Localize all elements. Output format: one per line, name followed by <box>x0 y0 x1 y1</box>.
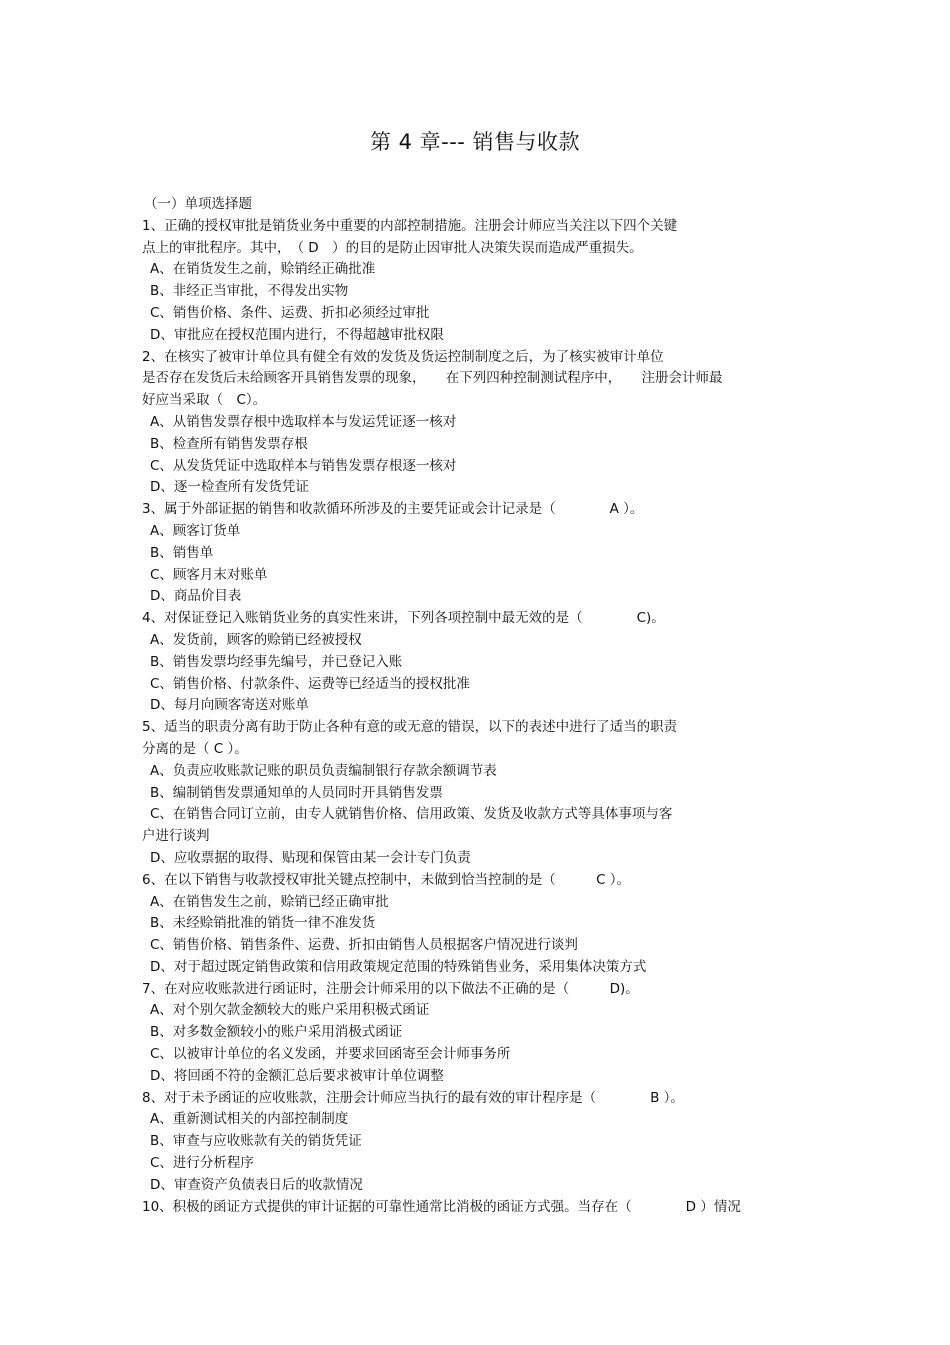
answer-option: C、在销售合同订立前，由专人就销售价格、信用政策、发货及收款方式等具体事项与客 <box>150 806 673 823</box>
question-list <box>142 194 812 1218</box>
answer-option: C、销售价格、条件、运费、折扣必须经过审批 <box>150 304 430 321</box>
answer-option: C、从发货凭证中选取样本与销售发票存根逐一核对 <box>150 457 457 474</box>
answer-option: B、未经赊销批准的销货一律不准发货 <box>150 915 376 932</box>
question-text: 10、积极的函证方式提供的审计证据的可靠性通常比消极的函证方式强。当存在（ D ）情况 <box>142 1198 741 1215</box>
answer-option: B、编制销售发票通知单的人员同时开具销售发票 <box>150 784 443 801</box>
answer-option: C、以被审计单位的名义发函，并要求回函寄至会计师事务所 <box>150 1046 511 1063</box>
question-text: 5、适当的职责分离有助于防止各种有意的或无意的错误，以下的表述中进行了适当的职责 <box>142 719 678 736</box>
question-text: 好应当采取（ C）。 <box>142 392 267 409</box>
answer-option: A、重新测试相关的内部控制制度 <box>150 1111 349 1128</box>
answer-option: A、顾客订货单 <box>150 522 241 539</box>
answer-option: A、在销货发生之前，赊销经正确批准 <box>150 261 376 278</box>
question-text: 1、正确的授权审批是销货业务中重要的内部控制措施。注册会计师应当关注以下四个关键 <box>142 217 678 234</box>
answer-option: B、销售单 <box>150 544 214 561</box>
answer-option: B、对多数金额较小的账户采用消极式函证 <box>150 1024 403 1041</box>
question-text: 4、对保证登记入账销货业务的真实性来讲，下列各项控制中最无效的是（ C)。 <box>142 610 665 627</box>
answer-option: A、负责应收账款记账的职员负责编制银行存款余额调节表 <box>150 762 497 779</box>
answer-option: A、对个别欠款金额较大的账户采用积极式函证 <box>150 1002 430 1019</box>
section-heading: （一）单项选择题 <box>144 196 252 212</box>
answer-option: A、从销售发票存根中选取样本与发运凭证逐一核对 <box>150 413 457 430</box>
question-text: 分离的是（ C ）。 <box>142 740 248 757</box>
question-text: 7、在对应收账款进行函证时，注册会计师采用的以下做法不正确的是（ D)。 <box>142 980 639 997</box>
answer-option: C、销售价格、付款条件、运费等已经适当的授权批准 <box>150 675 470 692</box>
answer-option: B、审查与应收账款有关的销货凭证 <box>150 1133 362 1150</box>
answer-option: D、审批应在授权范围内进行，不得超越审批权限 <box>150 326 444 343</box>
question-text: 点上的审批程序。其中， （ D ）的目的是防止因审批人决策失误而造成严重损失。 <box>142 239 643 256</box>
answer-option: D、每月向顾客寄送对账单 <box>150 697 309 714</box>
answer-option: A、在销售发生之前，赊销已经正确审批 <box>150 893 389 910</box>
answer-option: C、顾客月末对账单 <box>150 566 268 583</box>
answer-option: C、进行分析程序 <box>150 1155 254 1172</box>
chapter-title: 第 4 章--- 销售与收款 <box>369 130 581 154</box>
answer-option: C、销售价格、销售条件、运费、折扣由销售人员根据客户情况进行谈判 <box>150 937 578 954</box>
answer-option: D、逐一检查所有发货凭证 <box>150 479 309 496</box>
answer-option: D、商品价目表 <box>150 588 242 605</box>
answer-option: D、将回函不符的金额汇总后要求被审计单位调整 <box>150 1067 444 1084</box>
question-text: 户进行谈判 <box>142 828 210 845</box>
question-text: 8、对于未予函证的应收账款，注册会计师应当执行的最有效的审计程序是（ B ）。 <box>142 1089 684 1106</box>
answer-option: B、非经正当审批，不得发出实物 <box>150 283 349 300</box>
answer-option: A、发货前，顾客的赊销已经被授权 <box>150 631 362 648</box>
question-text: 6、在以下销售与收款授权审批关键点控制中，未做到恰当控制的是（ C ）。 <box>142 871 631 888</box>
answer-option: B、检查所有销售发票存根 <box>150 435 308 452</box>
question-text: 是否存在发货后未给顾客开具销售发票的现象， 在下列四种控制测试程序中， 注册会计师最 <box>142 370 723 387</box>
answer-option: D、应收票据的取得、贴现和保管由某一会计专门负责 <box>150 849 471 866</box>
answer-option: D、审查资产负债表日后的收款情况 <box>150 1176 363 1193</box>
question-text: 2、在核实了被审计单位具有健全有效的发货及货运控制制度之后，为了核实被审计单位 <box>142 348 664 365</box>
answer-option: D、对于超过既定销售政策和信用政策规定范围的特殊销售业务，采用集体决策方式 <box>150 958 647 975</box>
question-text: 3、属于外部证据的销售和收款循环所涉及的主要凭证或会计记录是（ A ）。 <box>142 501 644 518</box>
answer-option: B、销售发票均经事先编号，并已登记入账 <box>150 653 403 670</box>
